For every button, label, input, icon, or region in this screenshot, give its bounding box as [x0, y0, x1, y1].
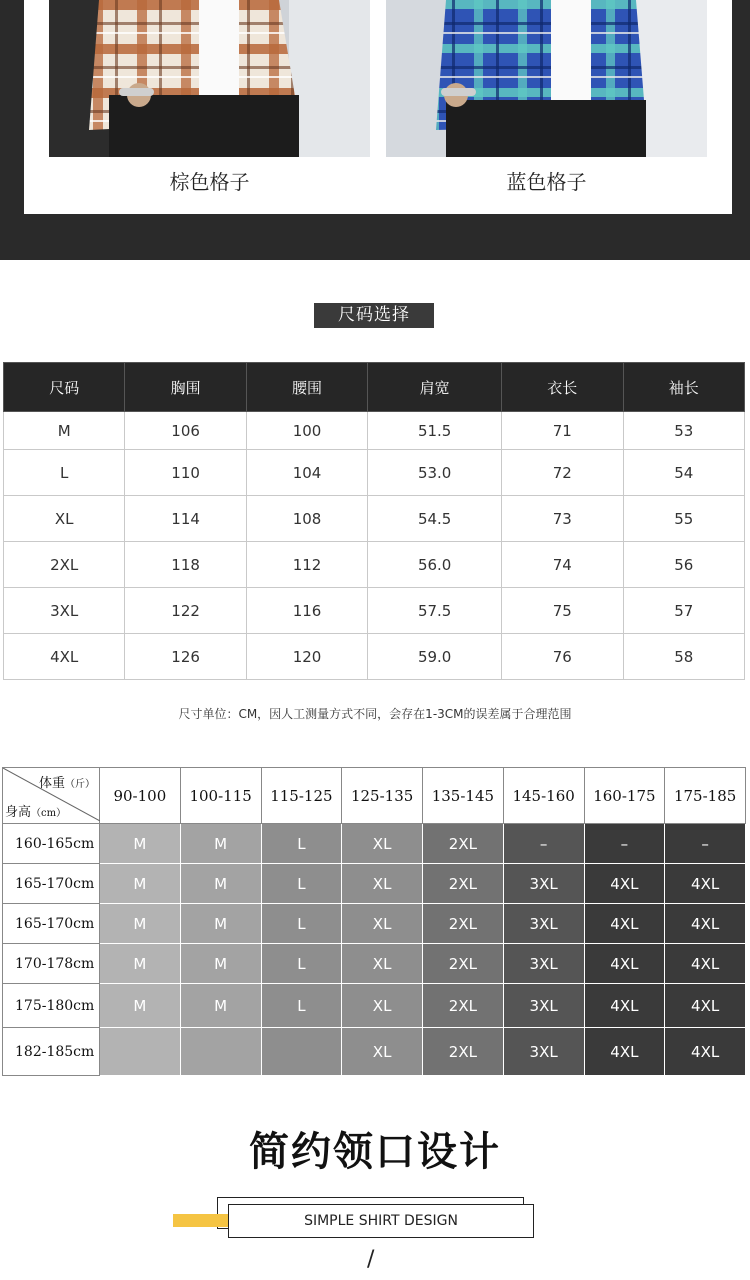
recommended-size-cell: 2XL [423, 984, 504, 1028]
recommended-size-cell: M [180, 944, 261, 984]
recommended-size-cell [180, 1028, 261, 1076]
size-cell-value: 72 [502, 450, 623, 496]
size-cell-value: 73 [502, 496, 623, 542]
size-cell-value: 54.5 [368, 496, 502, 542]
recommended-size-cell: XL [342, 904, 423, 944]
recommended-size-cell: 4XL [665, 864, 746, 904]
size-cell-value: 75 [502, 588, 623, 634]
height-range-label: 165-170cm [3, 904, 100, 944]
slash-divider: / [367, 1247, 375, 1272]
recommended-size-cell: 4XL [584, 984, 665, 1028]
size-cell-value: 51.5 [368, 412, 502, 450]
size-cell-value: 59.0 [368, 634, 502, 680]
size-cell-value: 114 [125, 496, 246, 542]
size-cell-value: 57 [623, 588, 744, 634]
weight-range-header: 100-115 [180, 768, 261, 824]
recommended-size-cell: M [100, 824, 181, 864]
height-range-label: 170-178cm [3, 944, 100, 984]
recommended-size-cell: 2XL [423, 824, 504, 864]
recommended-size-cell: M [180, 904, 261, 944]
recommended-size-cell: 4XL [665, 904, 746, 944]
recommended-size-cell: M [100, 904, 181, 944]
recommended-size-cell: – [584, 824, 665, 864]
height-range-label: 175-180cm [3, 984, 100, 1028]
height-row [3, 944, 746, 984]
size-header-chest: 胸围 [125, 363, 246, 412]
recommended-size-cell: 2XL [423, 1028, 504, 1076]
weight-header-row [3, 768, 746, 824]
design-subtitle: SIMPLE SHIRT DESIGN [228, 1204, 534, 1238]
size-cell-value: 122 [125, 588, 246, 634]
recommended-size-cell: L [261, 984, 342, 1028]
recommended-size-cell: L [261, 864, 342, 904]
recommended-size-cell: 2XL [423, 864, 504, 904]
size-row [4, 412, 745, 450]
recommended-size-cell: 4XL [665, 944, 746, 984]
size-cell-value: 58 [623, 634, 744, 680]
size-cell-value: 112 [246, 542, 367, 588]
recommended-size-cell: 3XL [503, 864, 584, 904]
height-row [3, 824, 746, 864]
size-cell-value: 56 [623, 542, 744, 588]
size-cell-value: 74 [502, 542, 623, 588]
weight-range-header: 90-100 [100, 768, 181, 824]
size-cell-value: 53 [623, 412, 744, 450]
recommended-size-cell: 4XL [584, 1028, 665, 1076]
weight-range-header: 145-160 [503, 768, 584, 824]
recommended-size-cell: 4XL [665, 1028, 746, 1076]
recommended-size-cell: 4XL [584, 904, 665, 944]
recommended-size-cell: M [100, 984, 181, 1028]
product-caption-brown: 棕色格子 [169, 170, 250, 194]
recommended-size-cell: 2XL [423, 904, 504, 944]
recommended-size-cell: XL [342, 944, 423, 984]
recommended-size-cell: – [665, 824, 746, 864]
size-cell-value: 126 [125, 634, 246, 680]
recommended-size-cell: 2XL [423, 944, 504, 984]
product-caption-blue: 蓝色格子 [506, 170, 587, 194]
size-header-sleeve: 袖长 [623, 363, 744, 412]
recommended-size-cell: XL [342, 1028, 423, 1076]
recommended-size-cell: – [503, 824, 584, 864]
height-range-label: 182-185cm [3, 1028, 100, 1076]
weight-range-header: 125-135 [342, 768, 423, 824]
recommended-size-cell: XL [342, 984, 423, 1028]
recommended-size-cell: 4XL [584, 944, 665, 984]
size-cell-value: 106 [125, 412, 246, 450]
size-row [4, 542, 745, 588]
height-range-label: 160-165cm [3, 824, 100, 864]
size-cell-value: 108 [246, 496, 367, 542]
size-cell-value: 104 [246, 450, 367, 496]
recommended-size-cell: 3XL [503, 944, 584, 984]
recommended-size-cell: L [261, 944, 342, 984]
size-cell-value: 116 [246, 588, 367, 634]
size-header-shoulder: 肩宽 [368, 363, 502, 412]
size-row [4, 588, 745, 634]
size-cell-value: 56.0 [368, 542, 502, 588]
size-table-header [4, 363, 745, 412]
size-cell-value: 54 [623, 450, 744, 496]
recommended-size-cell: XL [342, 864, 423, 904]
size-cell-value: 118 [125, 542, 246, 588]
size-cell-value: 120 [246, 634, 367, 680]
size-cell-value: 110 [125, 450, 246, 496]
size-cell-label: 3XL [4, 588, 125, 634]
height-row [3, 984, 746, 1028]
height-row [3, 1028, 746, 1076]
size-section-tag: 尺码选择 [314, 303, 434, 328]
height-row [3, 904, 746, 944]
recommended-size-cell: M [180, 984, 261, 1028]
height-range-label: 165-170cm [3, 864, 100, 904]
size-header-length: 衣长 [502, 363, 623, 412]
recommended-size-cell: 3XL [503, 984, 584, 1028]
size-cell-label: 4XL [4, 634, 125, 680]
product-photo-blue-plaid[interactable] [386, 0, 707, 157]
recommended-size-cell: M [100, 944, 181, 984]
recommended-size-cell: L [261, 824, 342, 864]
recommended-size-cell: 4XL [665, 984, 746, 1028]
weight-range-header: 175-185 [665, 768, 746, 824]
size-cell-value: 57.5 [368, 588, 502, 634]
height-axis-label: 身高（cm） [5, 805, 67, 820]
weight-range-header: 135-145 [423, 768, 504, 824]
design-title: 简约领口设计 [249, 1129, 501, 1175]
product-photo-brown-plaid[interactable] [49, 0, 370, 157]
recommended-size-cell: L [261, 904, 342, 944]
product-banner [0, 0, 750, 260]
recommended-size-cell [100, 1028, 181, 1076]
size-cell-label: L [4, 450, 125, 496]
weight-height-table [2, 767, 746, 1076]
weight-range-header: 160-175 [584, 768, 665, 824]
weight-axis-label: 体重（斤） [38, 776, 95, 791]
size-cell-label: M [4, 412, 125, 450]
size-header-size: 尺码 [4, 363, 125, 412]
size-cell-value: 55 [623, 496, 744, 542]
weight-range-header: 115-125 [261, 768, 342, 824]
size-row [4, 496, 745, 542]
size-cell-value: 53.0 [368, 450, 502, 496]
size-cell-label: XL [4, 496, 125, 542]
recommended-size-cell: 3XL [503, 904, 584, 944]
size-row [4, 634, 745, 680]
size-cell-value: 76 [502, 634, 623, 680]
size-note: 尺寸单位：CM，因人工测量方式不同，会存在1-3CM的误差属于合理范围 [178, 707, 572, 721]
size-cell-value: 71 [502, 412, 623, 450]
size-row [4, 450, 745, 496]
recommended-size-cell [261, 1028, 342, 1076]
recommended-size-cell: M [100, 864, 181, 904]
height-row [3, 864, 746, 904]
recommended-size-cell: XL [342, 824, 423, 864]
recommended-size-cell: M [180, 864, 261, 904]
size-table [3, 362, 745, 680]
corner-cell [3, 768, 100, 824]
recommended-size-cell: 3XL [503, 1028, 584, 1076]
size-cell-label: 2XL [4, 542, 125, 588]
size-cell-value: 100 [246, 412, 367, 450]
size-header-waist: 腰围 [246, 363, 367, 412]
recommended-size-cell: 4XL [584, 864, 665, 904]
recommended-size-cell: M [180, 824, 261, 864]
